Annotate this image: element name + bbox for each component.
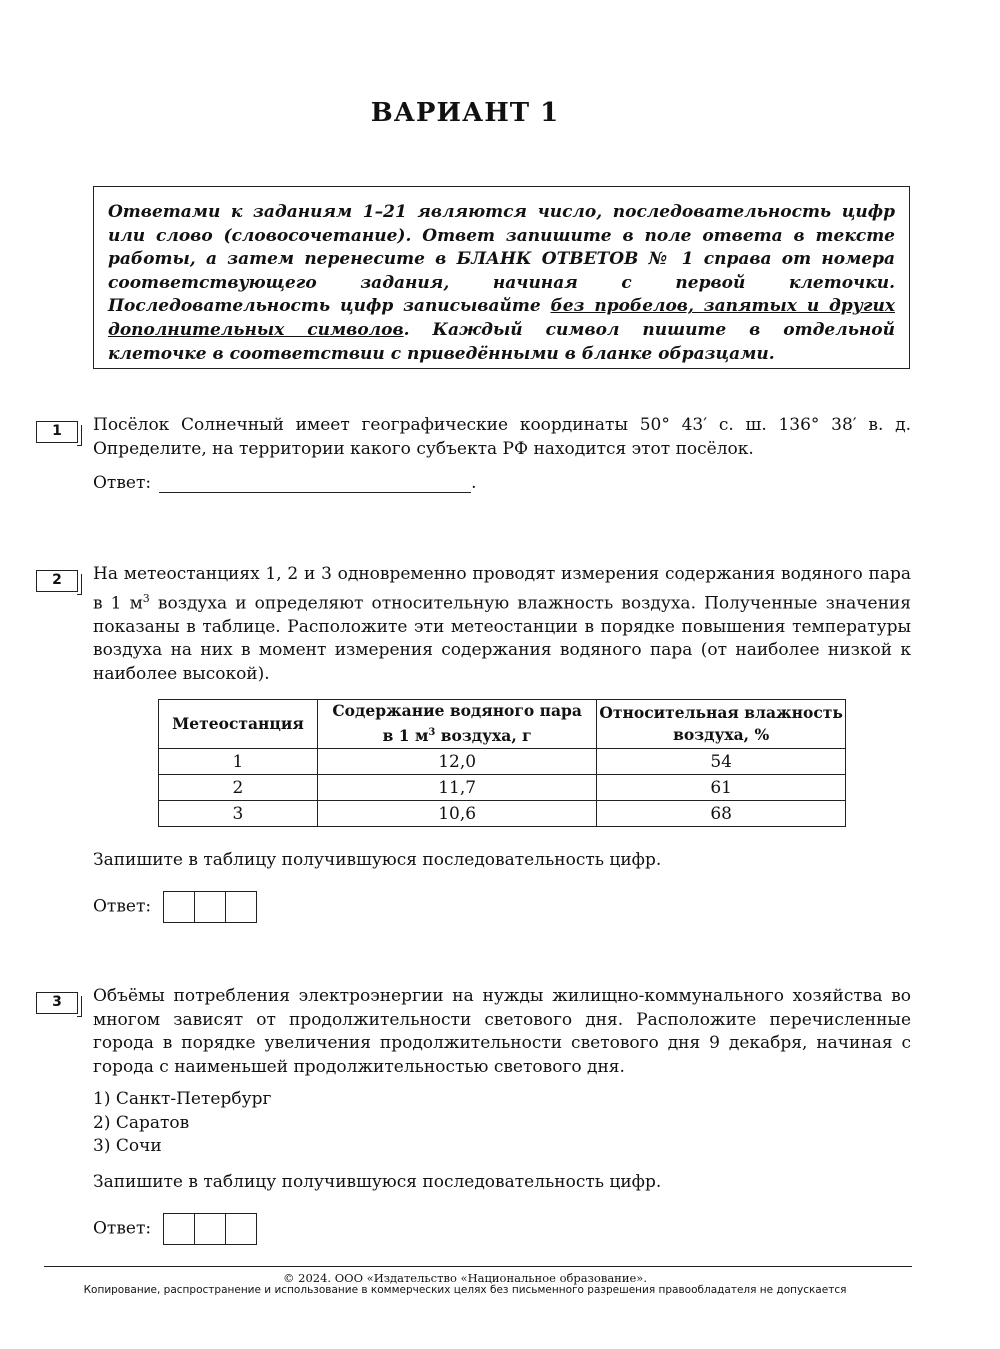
footer-divider xyxy=(44,1266,912,1267)
footer-copyright: © 2024. ООО «Издательство «Национальное образование». xyxy=(283,1271,647,1285)
task1-answer xyxy=(93,472,477,493)
table-row xyxy=(159,749,846,775)
table-header-vapor-b: в 1 м xyxy=(382,726,429,746)
table-row xyxy=(159,775,846,801)
instructions-text-end: . Каждый символ пишите в отдельной клеточке в соответствии с приведёнными в бланке образцами. xyxy=(108,319,896,364)
table-header-vapor xyxy=(317,700,596,749)
table-header-row xyxy=(159,700,846,749)
list-item: 1) Санкт-Петербург xyxy=(93,1089,272,1109)
list-item: 3) Сочи xyxy=(93,1136,162,1156)
task2-answer-cells xyxy=(163,891,257,923)
task2-text-a: На метеостанциях 1, 2 и 3 одновременно проводят измерения содержания водяного пара в 1 м xyxy=(93,564,911,614)
table-header-vapor-sup: 3 xyxy=(428,727,436,739)
task3-answer-cell[interactable] xyxy=(225,1214,256,1245)
meteo-table xyxy=(158,699,846,827)
table-header-humidity-a: Относительная влажность xyxy=(599,703,843,722)
task3-instruction: Запишите в таблицу получившуюся последовательность цифр. xyxy=(93,1172,662,1192)
task1-answer-field[interactable] xyxy=(159,472,471,493)
list-item: 2) Саратов xyxy=(93,1112,190,1133)
task3-answer-cell[interactable] xyxy=(163,1214,194,1245)
task-number-1: 1 xyxy=(36,421,78,443)
table-cell-vapor: 11,7 xyxy=(317,775,596,801)
task2-instruction: Запишите в таблицу получившуюся последовательность цифр. xyxy=(93,850,662,870)
task2-answer-cell[interactable] xyxy=(163,892,194,923)
task-number-2: 2 xyxy=(36,570,78,592)
table-cell-humidity: 61 xyxy=(597,775,846,801)
instructions-box xyxy=(93,186,910,369)
task2-text-b: воздуха и определяют относительную влажность воздуха. Полученные значения показаны в таблице. Расположите эти метеостанции в порядке повышения температуры воздуха на них в момент измерения содержания водяного пара (от наиболее низкой к наиболее высокой). xyxy=(93,593,911,684)
table-cell-station: 3 xyxy=(159,801,318,827)
task1-answer-label: Ответ: xyxy=(93,473,152,493)
task3-options xyxy=(93,1088,271,1159)
instructions-text: Ответами к заданиям 1–21 являются число, последовательность цифр или слово (словосочетание). Ответ запишите в поле ответа в тексте работы, а затем перенесите в БЛАНК ОТВЕТОВ № 1 справа от номера соответствующего задания, начиная с первой клеточки. Последовательность цифр записывайте xyxy=(108,202,895,317)
table-row xyxy=(159,801,846,827)
table-header-humidity-b: воздуха, % xyxy=(673,725,770,744)
table-header-humidity xyxy=(597,700,846,749)
task2-text xyxy=(93,563,911,686)
task2-answer-cell[interactable] xyxy=(225,892,256,923)
task2-sup: 3 xyxy=(142,591,150,605)
task2-answer-cell[interactable] xyxy=(194,892,225,923)
task3-text: Объёмы потребления электроэнергии на нужды жилищно-коммунального хозяйства во многом зависят от продолжительности светового дня. Расположите перечисленные города в порядке увеличения продолжительности светового дня 9 декабря, начиная с города с наименьшей продолжительностью светового дня. xyxy=(93,986,911,1077)
table-cell-vapor: 12,0 xyxy=(317,749,596,775)
task1-answer-end: . xyxy=(471,473,477,493)
table-cell-humidity: 54 xyxy=(597,749,846,775)
task1-text: Посёлок Солнечный имеет географические координаты 50° 43′ с. ш. 136° 38′ в. д. Определите, на территории какого субъекта РФ находится этот посёлок. xyxy=(93,415,911,459)
task3-answer xyxy=(93,1213,257,1245)
table-cell-station: 2 xyxy=(159,775,318,801)
page-title: ВАРИАНТ 1 xyxy=(370,98,560,128)
footer-notice: Копирование, распространение и использование в коммерческих целях без письменного разрешения правообладателя не допускается xyxy=(83,1284,847,1296)
task3-answer-cell[interactable] xyxy=(194,1214,225,1245)
task-number-3: 3 xyxy=(36,992,78,1014)
table-cell-station: 1 xyxy=(159,749,318,775)
table-header-vapor-c: воздуха, г xyxy=(435,726,532,746)
table-cell-humidity: 68 xyxy=(597,801,846,827)
task3-answer-cells xyxy=(163,1213,257,1245)
table-cell-vapor: 10,6 xyxy=(317,801,596,827)
instructions-underlined-text: без пробелов, запятых и других дополнительных символов xyxy=(108,296,895,340)
table-header-vapor-a: Содержание водяного пара xyxy=(332,701,582,721)
task3-answer-label: Ответ: xyxy=(93,1218,152,1239)
table-header-station: Метеостанция xyxy=(159,700,318,749)
task2-answer-label: Ответ: xyxy=(93,896,152,917)
task2-answer xyxy=(93,891,257,923)
